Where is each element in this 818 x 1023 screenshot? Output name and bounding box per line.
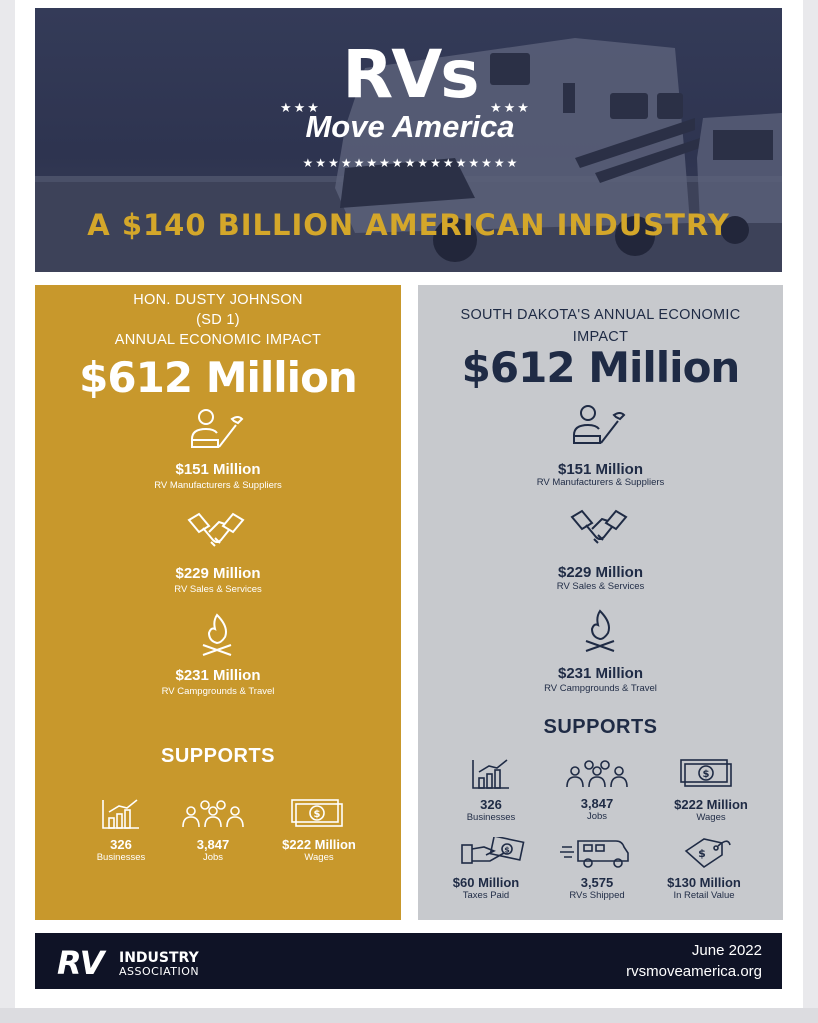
svg-text:$: $ xyxy=(698,847,706,860)
svg-text:$: $ xyxy=(313,809,321,820)
campfire-icon xyxy=(582,607,618,653)
right-stat-businesses-label: Businesses xyxy=(466,812,516,823)
bottom-strip xyxy=(0,1008,818,1023)
campfire-icon xyxy=(199,611,235,657)
footer-website-link[interactable]: rvsmoveamerica.org xyxy=(626,963,762,980)
stars-row: ★★★★★★★★★★★★★★★★★ xyxy=(302,156,520,170)
footer xyxy=(35,933,782,989)
left-stat-wages-label: Wages xyxy=(304,852,334,863)
right-stat-rvs-shipped-label: RVs Shipped xyxy=(569,890,625,901)
left-header-line-3: ANNUAL ECONOMIC IMPACT xyxy=(114,332,322,348)
right-stat-rvs-shipped-value: 3,575 xyxy=(580,875,614,890)
left-panel-district xyxy=(35,285,401,920)
title-move-america: Move America xyxy=(305,109,515,144)
stars-right: ★★★ xyxy=(490,100,531,115)
right-amount-campgrounds: $231 Million xyxy=(557,665,644,682)
hand-cash-icon xyxy=(460,837,526,867)
right-label-manufacturers: RV Manufacturers & Suppliers xyxy=(536,477,665,488)
right-stat-retail-value xyxy=(649,875,759,901)
left-stat-jobs-label: Jobs xyxy=(202,852,224,863)
svg-text:ASSOCIATION: ASSOCIATION xyxy=(119,965,200,978)
right-stat-businesses xyxy=(436,797,546,823)
right-header-line-2: IMPACT xyxy=(572,329,629,345)
hero-banner xyxy=(35,8,782,272)
right-stat-taxes-value: $60 Million xyxy=(452,875,520,890)
footer-date: June 2022 xyxy=(691,942,762,959)
left-header-line-2: (SD 1) xyxy=(196,312,240,328)
right-total: $612 Million xyxy=(461,343,740,392)
left-amount-campgrounds: $231 Million xyxy=(175,667,261,684)
people-icon xyxy=(181,799,245,829)
right-supports-heading: SUPPORTS xyxy=(543,716,658,738)
right-panel-state xyxy=(418,285,783,920)
right-stat-jobs-label: Jobs xyxy=(586,811,608,822)
right-amount-sales: $229 Million xyxy=(557,564,644,581)
right-stat-retail-value-value: $130 Million xyxy=(667,875,741,890)
banner-tagline: A $140 BILLION AMERICAN INDUSTRY xyxy=(87,208,730,242)
left-label-sales: RV Sales & Services xyxy=(174,584,262,595)
right-label-sales: RV Sales & Services xyxy=(556,581,645,592)
right-amount-manufacturers: $151 Million xyxy=(557,461,644,478)
title-rvs: RVs xyxy=(342,36,478,113)
svg-text:$: $ xyxy=(702,769,710,780)
worker-wrench-icon xyxy=(570,403,626,449)
rv-truck-icon xyxy=(560,837,630,869)
right-stat-businesses-value: 326 xyxy=(480,797,502,812)
right-stat-wages-label: Wages xyxy=(696,812,726,823)
left-label-manufacturers: RV Manufacturers & Suppliers xyxy=(154,480,282,491)
left-stat-jobs-value: 3,847 xyxy=(196,837,230,852)
price-tag-icon xyxy=(682,833,734,869)
worker-wrench-icon xyxy=(188,407,244,453)
right-stat-rvs-shipped xyxy=(542,875,652,901)
people-icon xyxy=(565,759,629,789)
left-stat-jobs xyxy=(158,837,268,863)
growth-chart-icon xyxy=(471,758,511,790)
svg-text:RV: RV xyxy=(57,945,103,979)
left-total: $612 Million xyxy=(79,353,357,402)
title-block xyxy=(275,36,545,144)
growth-chart-icon xyxy=(101,798,141,830)
right-label-campgrounds: RV Campgrounds & Travel xyxy=(544,683,657,694)
right-stat-taxes-label: Taxes Paid xyxy=(462,890,510,901)
left-amount-manufacturers: $151 Million xyxy=(175,461,261,478)
right-stat-wages-value: $222 Million xyxy=(674,797,748,812)
right-header-line-1: SOUTH DAKOTA'S ANNUAL ECONOMIC xyxy=(460,307,741,323)
left-amount-sales: $229 Million xyxy=(175,565,261,582)
stars-left: ★★★ xyxy=(280,100,321,115)
svg-text:$: $ xyxy=(504,845,510,855)
right-stat-retail-value-label: In Retail Value xyxy=(673,890,735,901)
cash-icon xyxy=(679,758,733,788)
right-stat-jobs xyxy=(542,796,652,822)
left-supports-heading: SUPPORTS xyxy=(160,745,276,767)
left-stat-wages xyxy=(264,837,374,863)
handshake-icon xyxy=(570,507,628,549)
handshake-icon xyxy=(187,510,245,552)
rv-industry-association-logo xyxy=(57,945,247,979)
cash-icon xyxy=(290,798,344,828)
left-stat-businesses-label: Businesses xyxy=(96,852,146,863)
right-stat-taxes xyxy=(431,875,541,901)
left-stat-wages-value: $222 Million xyxy=(282,837,356,852)
left-header-line-1: HON. DUSTY JOHNSON xyxy=(133,292,303,308)
left-stat-businesses-value: 326 xyxy=(110,837,132,852)
right-stat-wages xyxy=(656,797,766,823)
left-label-campgrounds: RV Campgrounds & Travel xyxy=(161,686,275,697)
right-stat-jobs-value: 3,847 xyxy=(580,796,614,811)
svg-text:INDUSTRY: INDUSTRY xyxy=(119,950,199,966)
